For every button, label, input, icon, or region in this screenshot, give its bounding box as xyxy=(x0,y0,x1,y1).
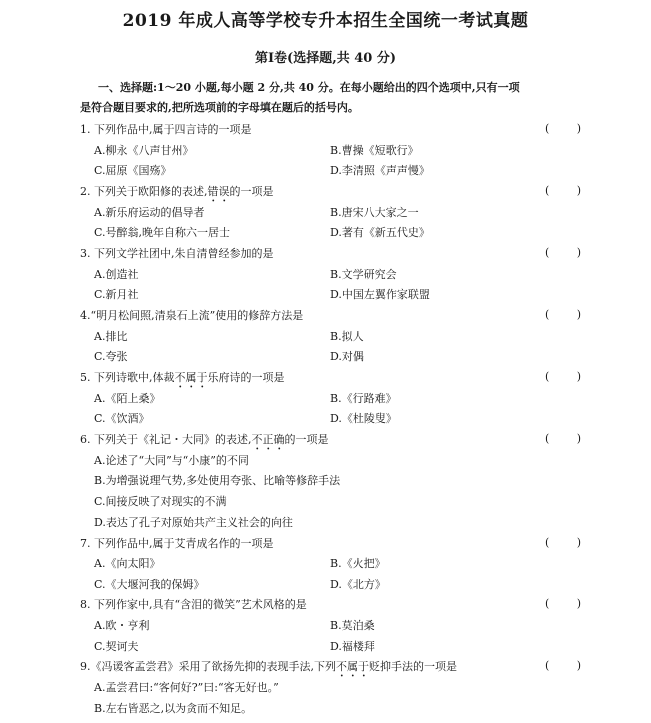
question-5-stem xyxy=(80,370,285,391)
instructions-line-1: 一、选择题:1～20 小题,每小题 2 分,共 40 分。在每小题给出的四个选项中,只有一项 xyxy=(98,81,520,94)
q4-option-d: D.对偶 xyxy=(330,350,364,363)
q2-stem-a: 2. 下列关于欧阳修的表述, xyxy=(80,185,208,198)
q9-option-b: B.左右皆恶之,以为贪而不知足。 xyxy=(94,702,253,715)
q5-option-a: A.《陌上桑》 xyxy=(94,392,161,405)
q2-answer-paren[interactable]: ( ) xyxy=(545,184,594,197)
q7-answer-paren[interactable]: ( ) xyxy=(545,536,594,549)
q6-stem-emphasis: 不正确 xyxy=(251,433,285,446)
q1-option-c: C.屈原《国殇》 xyxy=(94,164,172,177)
q9-stem-emphasis: 不属于 xyxy=(336,660,369,673)
q8-stem-a: 8. 下列作家中,具有“含泪的微笑”艺术风格的是 xyxy=(80,598,307,611)
q6-answer-paren[interactable]: ( ) xyxy=(545,432,594,445)
q2-stem-emphasis: 错误 xyxy=(207,185,230,198)
q9-stem-a: 9.《冯谖客孟尝君》采用了欲扬先抑的表现手法,下列 xyxy=(80,660,336,673)
q4-stem-a: 4.“明月松间照,清泉石上流”使用的修辞方法是 xyxy=(80,309,304,322)
q3-option-b: B.文学研究会 xyxy=(330,268,397,281)
q3-option-a: A.创造社 xyxy=(94,268,139,281)
q8-answer-paren[interactable]: ( ) xyxy=(545,597,594,610)
q5-answer-paren[interactable]: ( ) xyxy=(545,370,594,383)
q3-stem-a: 3. 下列文学社团中,朱自清曾经参加的是 xyxy=(80,247,274,260)
section-title: 第Ⅰ卷(选择题,共 40 分) xyxy=(254,51,397,66)
q9-option-a: A.孟尝君曰:“客何好?”曰:“客无好也。” xyxy=(94,681,279,694)
q4-option-b: B.拟人 xyxy=(330,330,364,343)
q8-option-d: D.福楼拜 xyxy=(330,640,375,653)
q6-option-a: A.论述了“大同”与“小康”的不同 xyxy=(94,454,249,467)
instructions-line-2: 是符合题目要求的,把所选项前的字母填在题后的括号内。 xyxy=(80,101,359,114)
q8-option-b: B.莫泊桑 xyxy=(330,619,375,632)
q6-stem-a: 6. 下列关于《礼记・大同》的表述, xyxy=(80,433,252,446)
question-8-stem xyxy=(80,597,307,613)
q8-option-a: A.欧・亨利 xyxy=(94,619,150,632)
q4-answer-paren[interactable]: ( ) xyxy=(545,308,594,321)
page-title: 2019 年成人高等学校专升本招生全国统一考试真题 xyxy=(122,11,529,31)
q1-stem-a: 1. 下列作品中,属于四言诗的一项是 xyxy=(80,123,252,136)
q5-stem-a: 5. 下列诗歌中,体裁 xyxy=(80,371,175,384)
question-7-stem xyxy=(80,536,274,552)
q6-stem-b: 的一项是 xyxy=(284,433,329,446)
q2-option-b: B.唐宋八大家之一 xyxy=(330,206,419,219)
q3-option-c: C.新月社 xyxy=(94,288,139,301)
q9-answer-paren[interactable]: ( ) xyxy=(545,659,594,672)
question-1-stem xyxy=(80,122,252,138)
question-3-stem xyxy=(80,246,274,262)
q5-stem-b: 乐府诗的一项是 xyxy=(207,371,285,384)
question-9-stem xyxy=(80,659,457,680)
q2-stem-b: 的一项是 xyxy=(229,185,274,198)
q7-option-b: B.《火把》 xyxy=(330,557,386,570)
q1-answer-paren[interactable]: ( ) xyxy=(545,122,594,135)
q1-option-b: B.曹操《短歌行》 xyxy=(330,144,419,157)
q5-option-d: D.《杜陵叟》 xyxy=(330,412,397,425)
q6-option-d: D.表达了孔子对原始共产主义社会的向往 xyxy=(94,516,293,529)
q7-option-c: C.《大堰河我的保姆》 xyxy=(94,578,205,591)
q5-option-c: C.《饮酒》 xyxy=(94,412,150,425)
question-6-stem xyxy=(80,432,329,453)
q6-option-c: C.间接反映了对现实的不满 xyxy=(94,495,227,508)
q3-answer-paren[interactable]: ( ) xyxy=(545,246,594,259)
q7-option-a: A.《向太阳》 xyxy=(94,557,161,570)
question-2-stem xyxy=(80,184,274,205)
q4-option-a: A.排比 xyxy=(94,330,128,343)
question-4-stem xyxy=(80,308,303,324)
q4-option-c: C.夸张 xyxy=(94,350,128,363)
q6-option-b: B.为增强说理气势,多处使用夸张、比喻等修辞手法 xyxy=(94,474,341,487)
q2-option-d: D.著有《新五代史》 xyxy=(330,226,430,239)
q2-option-a: A.新乐府运动的倡导者 xyxy=(94,206,205,219)
q1-option-d: D.李清照《声声慢》 xyxy=(330,164,430,177)
q7-option-d: D.《北方》 xyxy=(330,578,386,591)
q9-stem-b: 贬抑手法的一项是 xyxy=(369,660,457,673)
instructions xyxy=(80,78,600,118)
q8-option-c: C.契诃夫 xyxy=(94,640,139,653)
q5-stem-emphasis: 不属于 xyxy=(174,371,208,384)
q7-stem-a: 7. 下列作品中,属于艾青成名作的一项是 xyxy=(80,537,274,550)
q5-option-b: B.《行路难》 xyxy=(330,392,397,405)
q3-option-d: D.中国左翼作家联盟 xyxy=(330,288,430,301)
q1-option-a: A.柳永《八声甘州》 xyxy=(94,144,194,157)
q2-option-c: C.号醉翁,晚年自称六一居士 xyxy=(94,226,231,239)
